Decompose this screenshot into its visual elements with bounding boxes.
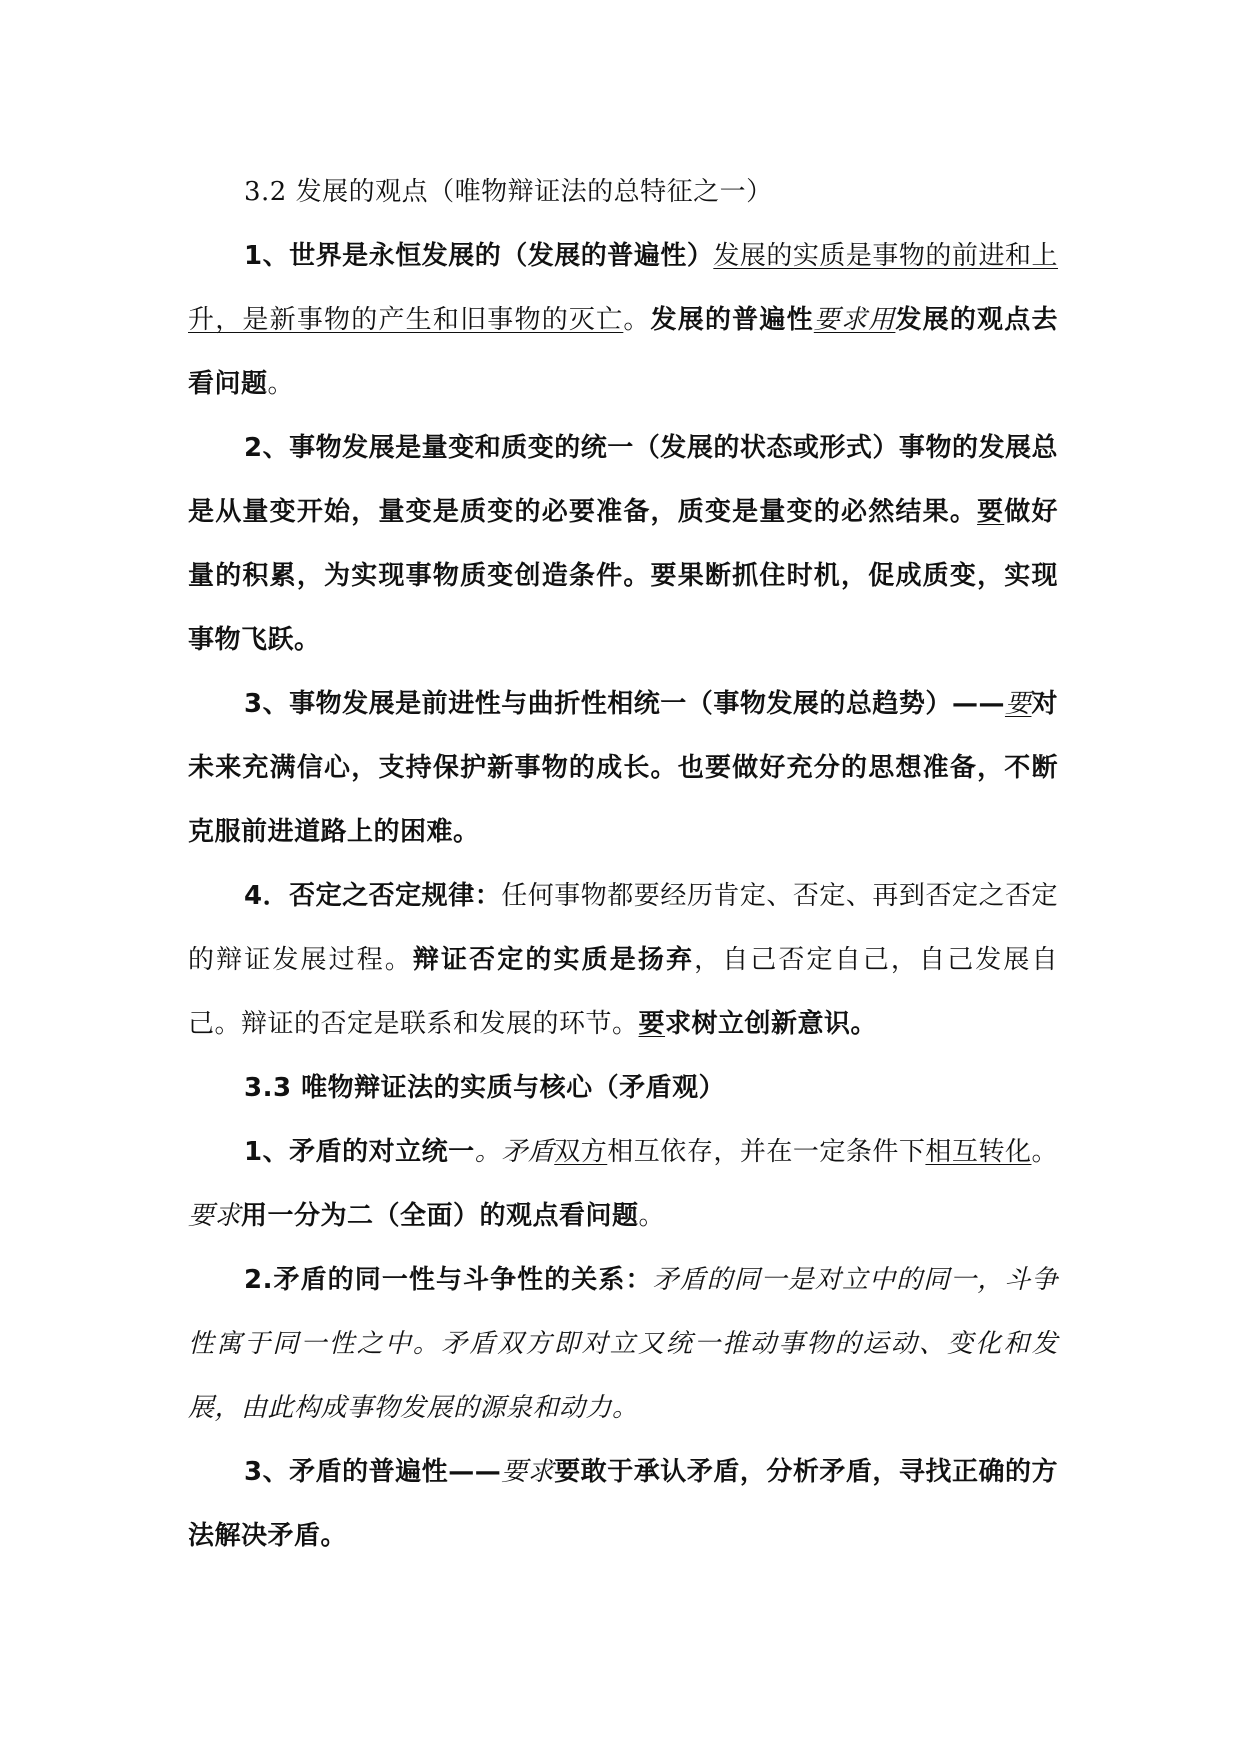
requirement-marker: 要求用 xyxy=(813,305,896,335)
bold-text: 对未来充满信心，支持保护新事物的成长。也要做好充分的思想准备，不断克服前进道路上的困难。 xyxy=(188,689,1058,847)
underlined-term: 双方 xyxy=(554,1137,608,1167)
paragraph-identity-and-struggle xyxy=(188,1248,1058,1440)
bold-text: 2、事物发展是量变和质变的统一（发展的状态或形式）事物的发展总是从量变开始，量变是质变的必要准备，质变是量变的必然结果。 xyxy=(188,433,1058,527)
text-span: 。 xyxy=(1031,1137,1058,1167)
requirement-marker: 要求 xyxy=(501,1457,555,1487)
bold-text: 做好量的积累，为实现事物质变创造条件。要果断抓住时机，促成质变，实现事物飞跃。 xyxy=(188,497,1058,655)
paragraph-quantity-quality xyxy=(188,416,1058,672)
bold-requirement: 求树立创新意识。 xyxy=(665,1009,878,1039)
bold-term: 发展的普遍性 xyxy=(650,305,814,335)
text-span: 。 xyxy=(638,1201,666,1231)
point-title: 4．否定之否定规律： xyxy=(244,881,502,911)
heading-text: 3.2 发展的观点（唯物辩证法的总特征之一） xyxy=(244,177,773,207)
bold-requirement: 发展的观点去看问题 xyxy=(188,305,1058,399)
paragraph-negation-of-negation xyxy=(188,864,1058,1056)
bold-term: 辩证否定的实质是扬弃 xyxy=(412,945,695,975)
underlined-definition: 发展的实质是事物的前进和上升，是新事物的产生和旧事物的灭亡 xyxy=(188,241,1058,335)
text-span: 。矛盾 xyxy=(474,1137,555,1167)
text-span: 任何事物都要经历肯定、否定、再到否定之否定的辩证发展过程。 xyxy=(188,881,1058,975)
bold-requirement: 要敢于承认矛盾，分析矛盾，寻找正确的方法解决矛盾。 xyxy=(188,1457,1058,1551)
paragraph-universality-of-contradiction xyxy=(188,1440,1058,1568)
text-span: 。 xyxy=(623,305,651,335)
point-title: 1、矛盾的对立统一 xyxy=(244,1137,475,1167)
point-title: 3、矛盾的普遍性—— xyxy=(244,1457,502,1487)
section-heading-3-3 xyxy=(188,1056,1058,1120)
requirement-marker: 要 xyxy=(977,497,1005,527)
requirement-marker: 要 xyxy=(1004,689,1032,719)
text-span: 矛盾的同一是对立中的同一，斗争性寓于同一性之中。矛盾双方即对立又统一推动事物的运动、变化和发展，由此构成事物发展的源泉和动力。 xyxy=(188,1265,1058,1423)
bold-requirement: 用一分为二（全面）的观点看问题 xyxy=(241,1201,639,1231)
paragraph-unity-of-opposites xyxy=(188,1120,1058,1248)
heading-text: 3.3 唯物辩证法的实质与核心（矛盾观） xyxy=(244,1073,726,1103)
document-page xyxy=(188,160,1058,1568)
paragraph-progress-and-twists xyxy=(188,672,1058,864)
bold-text: 3、事物发展是前进性与曲折性相统一（事物发展的总趋势）—— xyxy=(244,689,1005,719)
requirement-marker: 要求 xyxy=(188,1201,242,1231)
point-title: 1、世界是永恒发展的（发展的普遍性） xyxy=(244,241,714,271)
section-heading-3-2 xyxy=(188,160,1058,224)
text-span: 。 xyxy=(267,369,295,399)
point-title: 2.矛盾的同一性与斗争性的关系： xyxy=(244,1265,653,1295)
requirement-marker: 要 xyxy=(638,1009,666,1039)
text-span: ，自己否定自己，自己发展自己。辩证的否定是联系和发展的环节。 xyxy=(188,945,1058,1039)
paragraph-universality-of-development xyxy=(188,224,1058,416)
underlined-term: 相互转化 xyxy=(925,1137,1032,1167)
text-span: 相互依存，并在一定条件下 xyxy=(607,1137,926,1167)
